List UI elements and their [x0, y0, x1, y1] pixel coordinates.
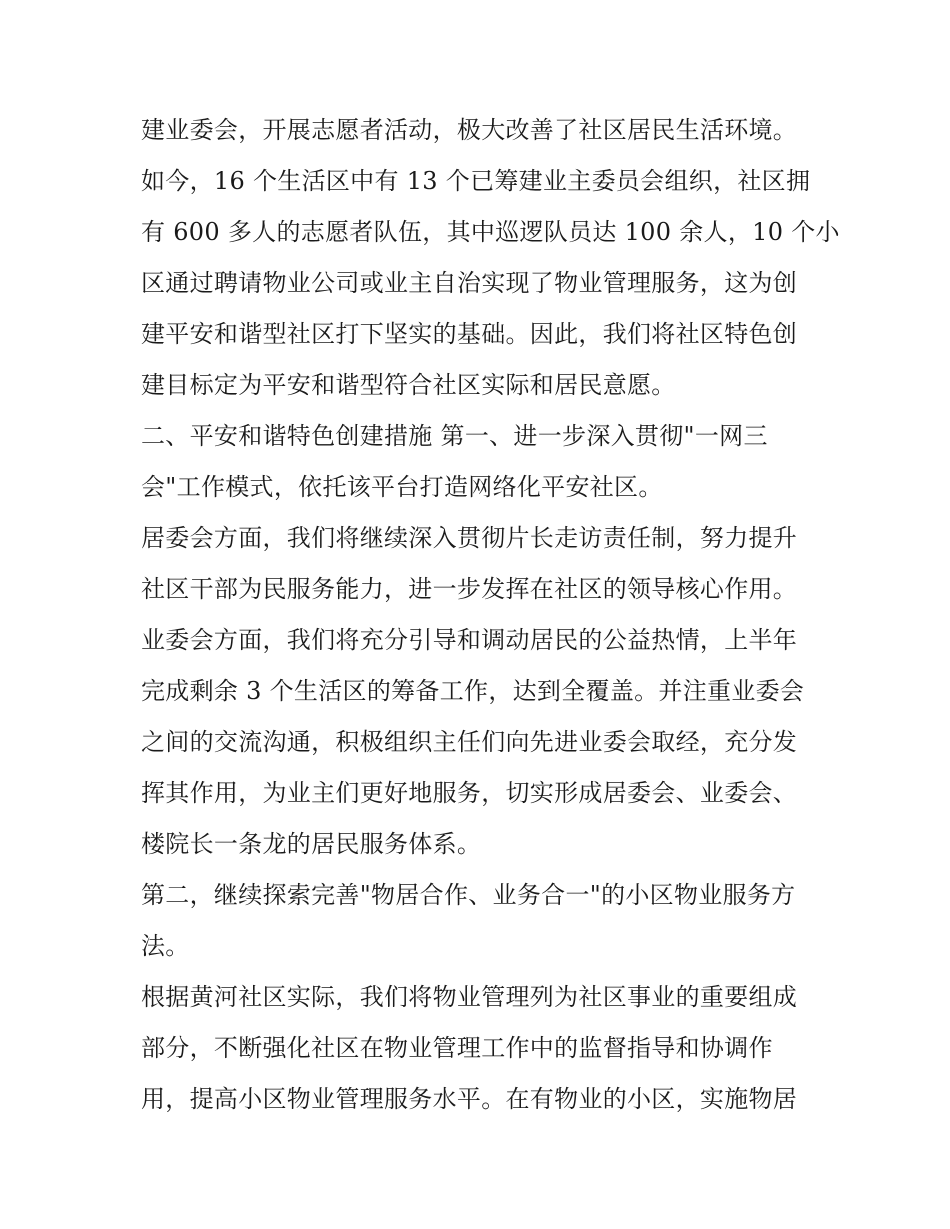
text-line: 用，提高小区物业管理服务水平。在有物业的小区，实施物居 [141, 1085, 798, 1113]
text-line: 部分，不断强化社区在物业管理工作中的监督指导和协调作 [141, 1034, 773, 1062]
text-line: 区通过聘请物业公司或业主自治实现了物业管理服务，这为创 [141, 269, 798, 297]
text-line: 居委会方面，我们将继续深入贯彻片长走访责任制，努力提升 [141, 524, 798, 552]
text-line: 建平安和谐型社区打下坚实的基础。因此，我们将社区特色创 [141, 320, 798, 348]
text-line: 如今，16 个生活区中有 13 个已筹建业主委员会组织，社区拥 [141, 167, 811, 195]
text-line: 二、平安和谐特色创建措施 第一、进一步深入贯彻"一网三 [141, 422, 768, 450]
document-body [141, 108, 840, 1128]
text-line: 之间的交流沟通，积极组织主任们向先进业委会取经，充分发 [141, 728, 798, 756]
text-line: 社区干部为民服务能力，进一步发挥在社区的领导核心作用。 [141, 575, 798, 603]
text-line: 根据黄河社区实际，我们将物业管理列为社区事业的重要组成 [141, 983, 798, 1011]
text-line: 第二，继续探索完善"物居合作、业务合一"的小区物业服务方 [141, 881, 796, 909]
text-line: 挥其作用，为业主们更好地服务，切实形成居委会、业委会、 [141, 779, 798, 807]
text-line: 业委会方面，我们将充分引导和调动居民的公益热情，上半年 [141, 626, 798, 654]
text-line: 法。 [141, 932, 190, 960]
text-line: 建目标定为平安和谐型符合社区实际和居民意愿。 [141, 371, 676, 399]
text-line: 会"工作模式，依托该平台打造网络化平安社区。 [141, 473, 663, 501]
text-line: 有 600 多人的志愿者队伍，其中巡逻队员达 100 余人，10 个小 [141, 218, 840, 246]
text-line: 完成剩余 3 个生活区的筹备工作，达到全覆盖。并注重业委会 [141, 677, 805, 705]
text-line: 楼院长一条龙的居民服务体系。 [141, 830, 482, 858]
text-line: 建业委会，开展志愿者活动，极大改善了社区居民生活环境。 [141, 116, 798, 144]
